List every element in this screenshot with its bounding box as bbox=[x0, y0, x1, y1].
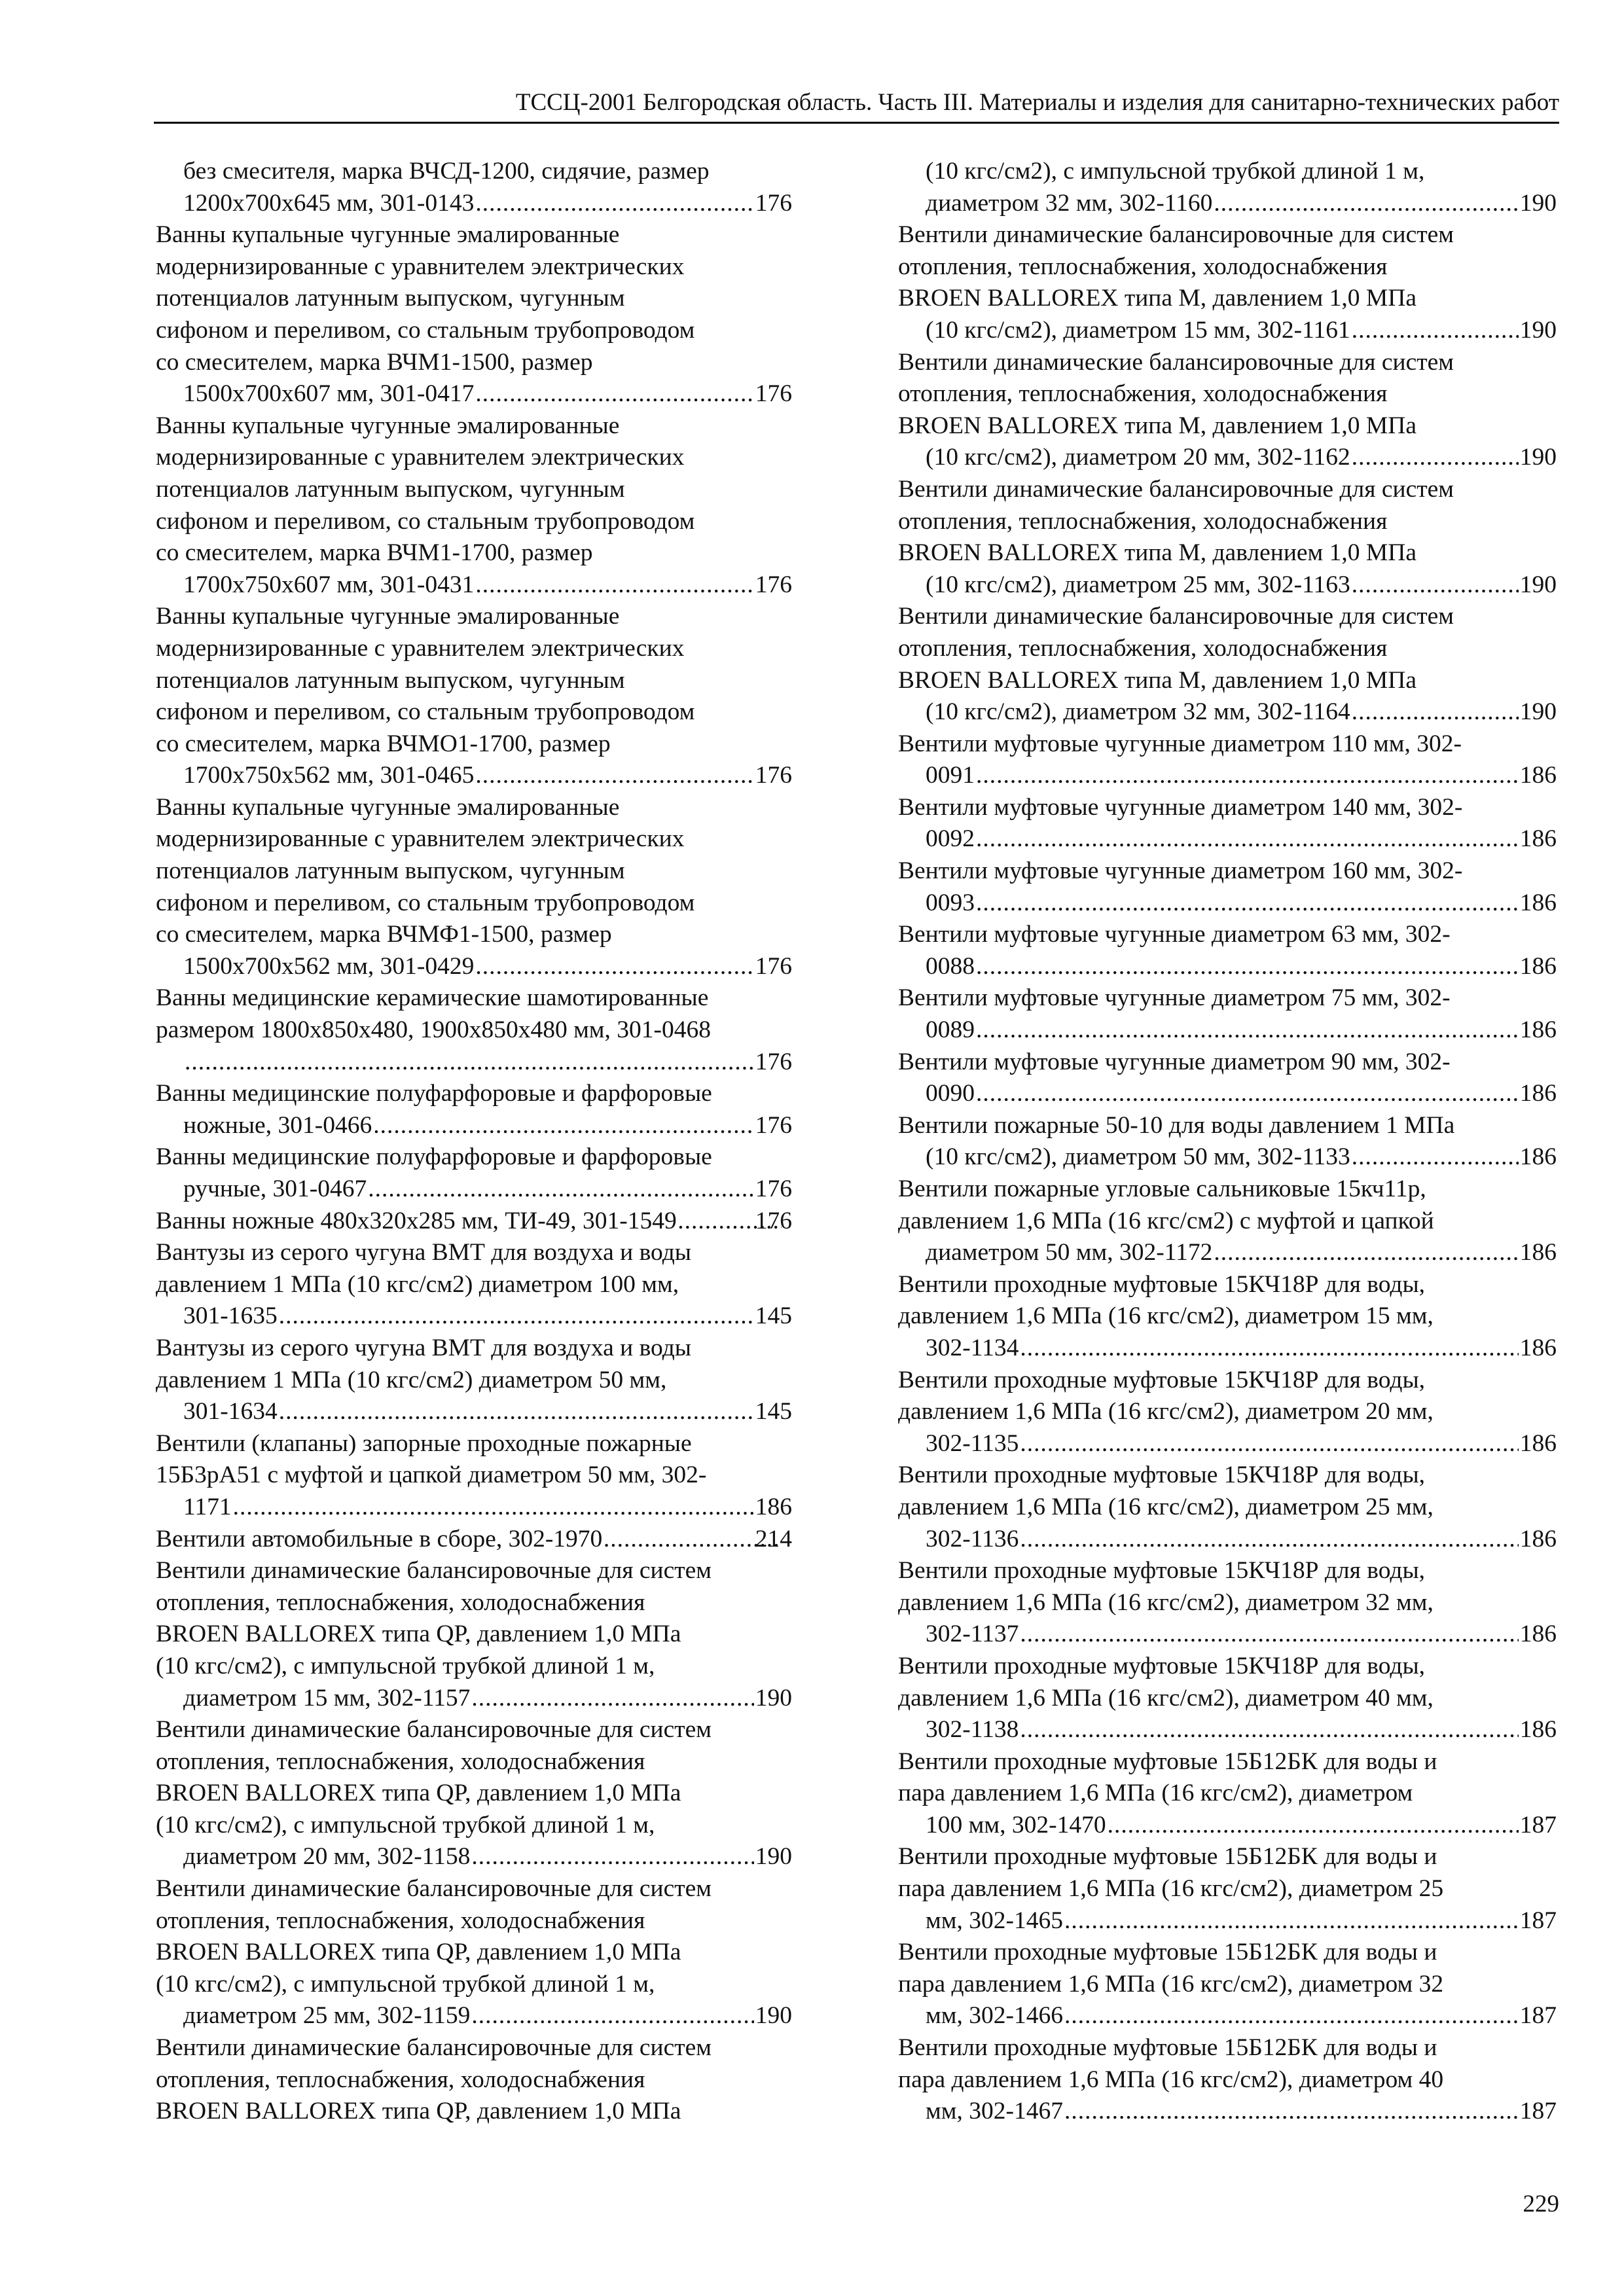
index-entry bbox=[156, 219, 792, 410]
index-entry-page: 186 bbox=[1519, 952, 1557, 980]
index-entry-line: модернизированные с уравнителем электрических bbox=[156, 825, 685, 853]
index-entry-line: отопления, теплоснабжения, холодоснабжения bbox=[898, 507, 1388, 535]
dot-leader bbox=[368, 1174, 753, 1206]
dot-leader bbox=[1214, 1237, 1518, 1269]
index-entry-leader-line bbox=[183, 2000, 792, 2032]
index-entry-line: Вентили проходные муфтовые 15КЧ18Р для воды, bbox=[898, 1462, 1426, 1489]
index-entry-line: Ванны купальные чугунные эмалированные bbox=[156, 221, 620, 249]
index-entry-line: Вентили динамические балансировочные для систем bbox=[156, 2034, 712, 2062]
index-entry-line: Ванны медицинские полуфарфоровые и фарфоровые bbox=[156, 1143, 712, 1171]
index-entry-line: 15Б3рА51 с муфтой и цапкой диаметром 50 мм, 302- bbox=[156, 1462, 707, 1489]
dot-leader bbox=[1352, 1141, 1519, 1174]
index-entry-page: 176 bbox=[755, 1111, 792, 1139]
index-entry-page: 186 bbox=[1519, 1239, 1557, 1266]
dot-leader bbox=[373, 1110, 754, 1142]
dot-leader bbox=[471, 1841, 753, 1873]
index-entry bbox=[156, 1333, 792, 1428]
index-entry-leader-line bbox=[926, 1524, 1557, 1556]
index-entry-line: Вентили динамические балансировочные для систем bbox=[898, 221, 1454, 249]
index-entry-code: диаметром 15 мм, 302-1157 bbox=[183, 1684, 471, 1712]
dot-leader bbox=[279, 1300, 754, 1333]
index-entry-code: 1700х750х607 мм, 301-0431 bbox=[183, 571, 475, 598]
dot-leader bbox=[1108, 1810, 1519, 1842]
index-entry bbox=[898, 1047, 1557, 1110]
index-entry-line: Вентили проходные муфтовые 15Б12БК для воды и bbox=[898, 1843, 1437, 1871]
index-entry-code: 301-1635 bbox=[183, 1302, 278, 1330]
index-entry-leader-line bbox=[926, 1810, 1557, 1842]
index-entry-code: 0091 bbox=[926, 762, 975, 789]
index-entry-line: Вентили муфтовые чугунные диаметром 63 мм, 302- bbox=[898, 921, 1451, 948]
dot-leader bbox=[976, 1078, 1519, 1110]
index-entry-code: 0088 bbox=[926, 952, 975, 980]
index-entry-code: 0093 bbox=[926, 889, 975, 916]
index-entry-leader-line bbox=[183, 1683, 792, 1715]
index-entry-line: давлением 1,6 МПа (16 кгс/см2), диаметром 32 мм, bbox=[898, 1588, 1434, 1616]
index-entry-page: 186 bbox=[1519, 889, 1557, 916]
index-entry-leader-line bbox=[926, 1237, 1557, 1269]
index-entry-code: (10 кгс/см2), диаметром 20 мм, 302-1162 bbox=[926, 444, 1350, 471]
index-entry bbox=[898, 1651, 1557, 1746]
index-entry-page: 187 bbox=[1519, 1811, 1557, 1839]
index-entry bbox=[156, 2032, 792, 2128]
dot-leader bbox=[976, 823, 1519, 855]
index-entry-code: 302-1134 bbox=[926, 1334, 1019, 1361]
index-entry-page: 176 bbox=[755, 1207, 792, 1234]
index-entry bbox=[156, 1555, 792, 1714]
dot-leader bbox=[475, 378, 753, 410]
index-entry-code: 1200х700х645 мм, 301-0143 bbox=[183, 189, 475, 217]
dot-leader bbox=[1214, 188, 1518, 220]
index-entry bbox=[898, 1555, 1557, 1651]
index-entry-leader-line bbox=[926, 569, 1557, 601]
index-entry-line: Вантузы из серого чугуна ВМТ для воздуха и воды bbox=[156, 1334, 691, 1361]
index-entry-line: Вентили пожарные 50-10 для воды давлением 1 МПа bbox=[898, 1111, 1455, 1139]
index-entry-line: давлением 1,6 МПа (16 кгс/см2) с муфтой и цапкой bbox=[898, 1207, 1434, 1234]
index-entry-line: потенциалов латунным выпуском, чугунным bbox=[156, 285, 625, 312]
index-entry bbox=[898, 728, 1557, 792]
index-entry-line: Ванны купальные чугунные эмалированные bbox=[156, 603, 620, 630]
index-entry-leader-line bbox=[183, 760, 792, 792]
index-entry-line: потенциалов латунным выпуском, чугунным bbox=[156, 857, 625, 885]
index-entry-page: 145 bbox=[755, 1302, 792, 1330]
index-entry-code: ручные, 301-0467 bbox=[183, 1175, 367, 1202]
index-entry-line: Вентили проходные муфтовые 15КЧ18Р для воды, bbox=[898, 1557, 1426, 1585]
index-entry-code: 302-1135 bbox=[926, 1429, 1019, 1457]
index-entry-line: отопления, теплоснабжения, холодоснабжения bbox=[156, 1748, 645, 1775]
index-column-right bbox=[898, 156, 1557, 2128]
index-entry-line: BROEN BALLOREX типа М, давлением 1,0 МПа bbox=[898, 539, 1416, 567]
index-entry bbox=[156, 1141, 792, 1205]
index-entry bbox=[898, 601, 1557, 728]
index-entry-code: 1500х700х607 мм, 301-0417 bbox=[183, 380, 475, 408]
dot-leader bbox=[1020, 1619, 1518, 1651]
dot-leader bbox=[475, 569, 753, 601]
index-entry-page: 176 bbox=[755, 952, 792, 980]
index-entry-line: Вентили динамические балансировочные для систем bbox=[156, 1716, 712, 1744]
index-entry-leader-line bbox=[183, 188, 792, 220]
index-entry-line: Ванны медицинские керамические шамотированные bbox=[156, 984, 709, 1012]
index-entry-page: 145 bbox=[755, 1398, 792, 1426]
index-entry-page: 214 bbox=[755, 1525, 792, 1552]
index-column-left bbox=[156, 156, 792, 2128]
index-entry-leader-line bbox=[926, 888, 1557, 920]
index-entry-line: Вентили динамические балансировочные для систем bbox=[898, 348, 1454, 376]
index-entry-line: Вентили (клапаны) запорные проходные пожарные bbox=[156, 1429, 692, 1457]
index-entry-page: 190 bbox=[1519, 444, 1557, 471]
index-entry bbox=[898, 919, 1557, 982]
index-entry-leader-line bbox=[183, 569, 792, 601]
index-entry-code: диаметром 20 мм, 302-1158 bbox=[183, 1843, 471, 1871]
index-entry-page: 186 bbox=[1519, 1716, 1557, 1744]
index-entry-page: 186 bbox=[1519, 762, 1557, 789]
index-entry-code: диаметром 50 мм, 302-1172 bbox=[926, 1239, 1213, 1266]
index-entry-code: 302-1137 bbox=[926, 1621, 1019, 1648]
index-entry-code: 1700х750х562 мм, 301-0465 bbox=[183, 762, 475, 789]
index-entry-code: 0090 bbox=[926, 1080, 975, 1107]
index-entry-line: Вентили муфтовые чугунные диаметром 90 мм, 302- bbox=[898, 1048, 1451, 1075]
index-entry-code: (10 кгс/см2), диаметром 25 мм, 302-1163 bbox=[926, 571, 1350, 598]
index-entry bbox=[156, 410, 792, 601]
index-entry-line: со смесителем, марка ВЧМ1-1500, размер bbox=[156, 348, 593, 376]
index-entry-leader-line bbox=[926, 1428, 1557, 1460]
index-entry-code: диаметром 25 мм, 302-1159 bbox=[183, 2002, 471, 2030]
index-entry-page: 186 bbox=[1519, 1621, 1557, 1648]
index-entry-code: (10 кгс/см2), диаметром 50 мм, 302-1133 bbox=[926, 1143, 1350, 1171]
index-entry-page: 176 bbox=[755, 380, 792, 408]
index-entry-line: Вентили проходные муфтовые 15Б12БК для воды и bbox=[898, 1748, 1437, 1775]
index-entry-line: отопления, теплоснабжения, холодоснабжения bbox=[156, 2066, 645, 2093]
index-entry-code: Вентили автомобильные в сборе, 302-1970 bbox=[156, 1525, 603, 1552]
index-entry-page: 190 bbox=[755, 1684, 792, 1712]
index-entry-line: Вентили пожарные угловые сальниковые 15кч11р, bbox=[898, 1175, 1426, 1202]
index-entry bbox=[156, 601, 792, 792]
index-entry-line: Вентили муфтовые чугунные диаметром 140 мм, 302- bbox=[898, 793, 1463, 821]
index-entry-line: давлением 1 МПа (10 кгс/см2) диаметром 100 мм, bbox=[156, 1270, 679, 1298]
index-entry-leader-line bbox=[183, 1110, 792, 1142]
index-entry-line: отопления, теплоснабжения, холодоснабжения bbox=[156, 1588, 645, 1616]
dot-leader bbox=[1020, 1524, 1518, 1556]
index-entry-line: (10 кгс/см2), с импульсной трубкой длиной 1 м, bbox=[156, 1652, 655, 1679]
index-entry-leader-line bbox=[183, 1300, 792, 1333]
index-entry-line: модернизированные с уравнителем электрических bbox=[156, 634, 685, 662]
index-entry-leader-line bbox=[926, 1905, 1557, 1937]
index-entry-page: 190 bbox=[1519, 571, 1557, 598]
index-entry-code: 1171 bbox=[183, 1493, 232, 1520]
index-entry-line: пара давлением 1,6 МПа (16 кгс/см2), диаметром 32 bbox=[898, 1970, 1444, 1998]
index-entry-code: мм, 302-1465 bbox=[926, 1907, 1063, 1934]
index-entry-page: 176 bbox=[755, 1048, 792, 1075]
running-title: ТССЦ-2001 Белгородская область. Часть III. Материалы и изделия для санитарно-технических работ bbox=[515, 89, 1559, 116]
index-entry-code: ножные, 301-0466 bbox=[183, 1111, 372, 1139]
dot-leader bbox=[1352, 569, 1519, 601]
index-entry-line: Вентили динамические балансировочные для систем bbox=[898, 603, 1454, 630]
index-entry bbox=[898, 347, 1557, 474]
index-entry-leader-line bbox=[926, 2000, 1557, 2032]
dot-leader bbox=[1020, 1428, 1518, 1460]
index-entry-page: 187 bbox=[1519, 2098, 1557, 2125]
index-entry bbox=[898, 1841, 1557, 1937]
index-entry-code: 1500х700х562 мм, 301-0429 bbox=[183, 952, 475, 980]
index-entry-line: Ванны купальные чугунные эмалированные bbox=[156, 793, 620, 821]
index-entry-line: Вентили проходные муфтовые 15Б12БК для воды и bbox=[898, 1939, 1437, 1966]
dot-leader bbox=[976, 1014, 1519, 1047]
index-entry bbox=[156, 156, 792, 219]
index-entry-leader-line bbox=[183, 1492, 792, 1524]
index-entry-page: 190 bbox=[1519, 189, 1557, 217]
index-entry-line: отопления, теплоснабжения, холодоснабжения bbox=[898, 380, 1388, 408]
index-entry bbox=[898, 855, 1557, 919]
index-entry-page: 176 bbox=[755, 571, 792, 598]
index-entry bbox=[898, 1460, 1557, 1555]
index-entry-line: отопления, теплоснабжения, холодоснабжения bbox=[898, 634, 1388, 662]
index-entry-leader-line bbox=[183, 1174, 792, 1206]
index-entry-page: 186 bbox=[1519, 1016, 1557, 1044]
index-entry bbox=[156, 1524, 792, 1556]
index-entry-line: Вентили динамические балансировочные для систем bbox=[156, 1875, 712, 1903]
dot-leader bbox=[1064, 1905, 1519, 1937]
index-entry-page: 190 bbox=[1519, 316, 1557, 344]
dot-leader bbox=[475, 760, 753, 792]
dot-leader bbox=[471, 1683, 753, 1715]
index-entry-leader-line bbox=[926, 315, 1557, 347]
index-entry-line: BROEN BALLOREX типа QP, давлением 1,0 МПа bbox=[156, 2098, 681, 2125]
index-entry bbox=[898, 1110, 1557, 1174]
index-entry-code: 0089 bbox=[926, 1016, 975, 1044]
index-entry-page: 176 bbox=[755, 762, 792, 789]
index-entry-line: пара давлением 1,6 МПа (16 кгс/см2), диаметром bbox=[898, 1780, 1413, 1807]
index-entry-code: (10 кгс/см2), диаметром 32 мм, 302-1164 bbox=[926, 698, 1350, 726]
index-entry-leader-line bbox=[926, 1619, 1557, 1651]
index-entry bbox=[156, 1078, 792, 1141]
index-entry-leader-line bbox=[926, 1333, 1557, 1365]
index-entry-line: отопления, теплоснабжения, холодоснабжения bbox=[156, 1907, 645, 1934]
dot-leader bbox=[1352, 442, 1519, 474]
index-entry-line: Вентили муфтовые чугунные диаметром 160 мм, 302- bbox=[898, 857, 1463, 885]
index-entry-page: 187 bbox=[1519, 2002, 1557, 2030]
index-entry-line: давлением 1,6 МПа (16 кгс/см2), диаметром 40 мм, bbox=[898, 1684, 1434, 1712]
index-entry-line: BROEN BALLOREX типа QP, давлением 1,0 МПа bbox=[156, 1939, 681, 1966]
index-entry bbox=[156, 1873, 792, 2032]
index-entry-leader-line bbox=[926, 951, 1557, 983]
index-entry-line: давлением 1,6 МПа (16 кгс/см2), диаметром 25 мм, bbox=[898, 1493, 1434, 1520]
index-entry-page: 186 bbox=[1519, 1429, 1557, 1457]
index-entry-line: Ванны медицинские полуфарфоровые и фарфоровые bbox=[156, 1080, 712, 1107]
index-entry bbox=[156, 982, 792, 1078]
index-entry-line: сифоном и переливом, со стальным трубопроводом bbox=[156, 507, 695, 535]
page-header bbox=[154, 84, 1559, 124]
index-entry bbox=[156, 1206, 792, 1238]
dot-leader bbox=[1352, 696, 1519, 728]
index-entry bbox=[898, 474, 1557, 601]
index-entry-line: давлением 1,6 МПа (16 кгс/см2), диаметром 20 мм, bbox=[898, 1398, 1434, 1426]
dot-leader bbox=[475, 951, 753, 983]
index-entry-line: (10 кгс/см2), с импульсной трубкой длиной 1 м, bbox=[156, 1970, 655, 1998]
dot-leader bbox=[471, 2000, 753, 2032]
index-entry-line: со смесителем, марка ВЧМО1-1700, размер bbox=[156, 730, 611, 757]
index-entry-line: со смесителем, марка ВЧМФ1-1500, размер bbox=[156, 921, 612, 948]
index-entry-leader-line bbox=[183, 1396, 792, 1428]
index-entry-code: мм, 302-1466 bbox=[926, 2002, 1063, 2030]
dot-leader bbox=[279, 1396, 754, 1428]
index-entry-line: Вентили динамические балансировочные для систем bbox=[898, 475, 1454, 503]
index-entry-code: 0092 bbox=[926, 825, 975, 853]
index-entry-line: BROEN BALLOREX типа QP, давлением 1,0 МПа bbox=[156, 1780, 681, 1807]
dot-leader bbox=[1020, 1714, 1518, 1746]
index-entry bbox=[898, 792, 1557, 855]
dot-leader bbox=[475, 188, 753, 220]
index-entry-line: сифоном и переливом, со стальным трубопроводом bbox=[156, 889, 695, 916]
index-entry-line: потенциалов латунным выпуском, чугунным bbox=[156, 475, 625, 503]
index-entry-line: Ванны купальные чугунные эмалированные bbox=[156, 412, 620, 439]
page-number: 229 bbox=[1523, 2191, 1559, 2217]
index-entry bbox=[156, 1428, 792, 1524]
index-entry-leader-line bbox=[156, 1206, 792, 1238]
index-entry-page: 176 bbox=[755, 189, 792, 217]
index-entry-leader-line bbox=[183, 1047, 792, 1079]
index-entry bbox=[898, 1937, 1557, 2032]
index-entry bbox=[156, 1714, 792, 1873]
index-entry bbox=[156, 792, 792, 983]
index-entry-page: 186 bbox=[1519, 1080, 1557, 1107]
index-entry-leader-line bbox=[926, 188, 1557, 220]
index-entry-line: со смесителем, марка ВЧМ1-1700, размер bbox=[156, 539, 593, 567]
index-entry-leader-line bbox=[926, 1141, 1557, 1174]
index-entry-line: сифоном и переливом, со стальным трубопроводом bbox=[156, 698, 695, 726]
index-entry-page: 186 bbox=[1519, 825, 1557, 853]
index-entry bbox=[898, 1269, 1557, 1365]
index-entry-line: Вантузы из серого чугуна ВМТ для воздуха и воды bbox=[156, 1239, 691, 1266]
index-entry bbox=[898, 2032, 1557, 2128]
index-entry-page: 187 bbox=[1519, 1907, 1557, 1934]
index-entry-page: 186 bbox=[1519, 1143, 1557, 1171]
index-entry bbox=[898, 1365, 1557, 1460]
index-entry-leader-line bbox=[926, 1714, 1557, 1746]
index-entry-leader-line bbox=[926, 2096, 1557, 2128]
index-entry-page: 186 bbox=[1519, 1334, 1557, 1361]
index-entry-leader-line bbox=[926, 1078, 1557, 1110]
index-entry-line: пара давлением 1,6 МПа (16 кгс/см2), диаметром 40 bbox=[898, 2066, 1444, 2093]
dot-leader bbox=[976, 760, 1519, 792]
index-entry-code: Ванны ножные 480х320х285 мм, ТИ-49, 301-1549 bbox=[156, 1207, 677, 1234]
index-entry-line: BROEN BALLOREX типа QP, давлением 1,0 МПа bbox=[156, 1621, 681, 1648]
index-entry-code: (10 кгс/см2), диаметром 15 мм, 302-1161 bbox=[926, 316, 1350, 344]
index-entry-code: мм, 302-1467 bbox=[926, 2098, 1063, 2125]
index-entry-leader-line bbox=[183, 951, 792, 983]
index-entry-line: модернизированные с уравнителем электрических bbox=[156, 253, 685, 280]
index-entry-code: 100 мм, 302-1470 bbox=[926, 1811, 1106, 1839]
index-entry-page: 186 bbox=[1519, 1525, 1557, 1552]
index-entry-page: 176 bbox=[755, 1175, 792, 1202]
index-entry bbox=[898, 219, 1557, 346]
index-entry bbox=[898, 982, 1557, 1046]
index-entry-line: Вентили проходные муфтовые 15КЧ18Р для воды, bbox=[898, 1366, 1426, 1393]
index-entry-line: Вентили муфтовые чугунные диаметром 75 мм, 302- bbox=[898, 984, 1451, 1012]
index-entry-code: диаметром 32 мм, 302-1160 bbox=[926, 189, 1213, 217]
index-entry-page: 190 bbox=[1519, 698, 1557, 726]
dot-leader bbox=[185, 1047, 754, 1079]
index-entry-leader-line bbox=[926, 760, 1557, 792]
index-entry-line: Вентили динамические балансировочные для систем bbox=[156, 1557, 712, 1585]
index-entry-leader-line bbox=[926, 696, 1557, 728]
index-entry-code: 301-1634 bbox=[183, 1398, 278, 1426]
index-entry-code: 302-1138 bbox=[926, 1716, 1019, 1744]
index-entry bbox=[898, 156, 1557, 219]
index-entry-page: 186 bbox=[755, 1493, 792, 1520]
index-entry-code: 302-1136 bbox=[926, 1525, 1019, 1552]
index-entry-line: BROEN BALLOREX типа М, давлением 1,0 МПа bbox=[898, 412, 1416, 439]
index-entry-line: размером 1800х850х480, 1900х850х480 мм, 301-0468 bbox=[156, 1016, 712, 1044]
index-entry bbox=[898, 1174, 1557, 1269]
index-entry-line: Вентили проходные муфтовые 15КЧ18Р для воды, bbox=[898, 1270, 1426, 1298]
index-entry-line: BROEN BALLOREX типа М, давлением 1,0 МПа bbox=[898, 285, 1416, 312]
index-entry-line: BROEN BALLOREX типа М, давлением 1,0 МПа bbox=[898, 666, 1416, 694]
index-entry-line: модернизированные с уравнителем электрических bbox=[156, 444, 685, 471]
dot-leader bbox=[976, 888, 1519, 920]
index-entry bbox=[898, 1746, 1557, 1842]
index-entry-line: давлением 1,6 МПа (16 кгс/см2), диаметром 15 мм, bbox=[898, 1302, 1434, 1330]
index-entry-line: Вентили проходные муфтовые 15КЧ18Р для воды, bbox=[898, 1652, 1426, 1679]
index-entry-leader-line bbox=[183, 378, 792, 410]
index-entry-line: без смесителя, марка ВЧСД-1200, сидячие, размер bbox=[183, 158, 710, 185]
dot-leader bbox=[1064, 2000, 1519, 2032]
dot-leader bbox=[976, 951, 1519, 983]
index-entry bbox=[156, 1237, 792, 1333]
index-entry-line: отопления, теплоснабжения, холодоснабжения bbox=[898, 253, 1388, 280]
index-entry-line: потенциалов латунным выпуском, чугунным bbox=[156, 666, 625, 694]
index-entry-line: (10 кгс/см2), с импульсной трубкой длиной 1 м, bbox=[156, 1811, 655, 1839]
dot-leader bbox=[1352, 315, 1519, 347]
index-entry-line: (10 кгс/см2), с импульсной трубкой длиной 1 м, bbox=[926, 158, 1425, 185]
index-entry-leader-line bbox=[183, 1841, 792, 1873]
dot-leader bbox=[1020, 1333, 1518, 1365]
index-entry-line: сифоном и переливом, со стальным трубопроводом bbox=[156, 316, 695, 344]
index-entry-page: 190 bbox=[755, 1843, 792, 1871]
dot-leader bbox=[233, 1492, 754, 1524]
index-entry-line: Вентили муфтовые чугунные диаметром 110 мм, 302- bbox=[898, 730, 1462, 757]
index-entry-line: пара давлением 1,6 МПа (16 кгс/см2), диаметром 25 bbox=[898, 1875, 1444, 1903]
index-entry-page: 190 bbox=[755, 2002, 792, 2030]
index-entry-leader-line bbox=[926, 1014, 1557, 1047]
index-entry-line: Вентили проходные муфтовые 15Б12БК для воды и bbox=[898, 2034, 1437, 2062]
dot-leader bbox=[1064, 2096, 1519, 2128]
index-entry-leader-line bbox=[926, 442, 1557, 474]
index-entry-leader-line bbox=[156, 1524, 792, 1556]
index-entry-leader-line bbox=[926, 823, 1557, 855]
index-entry-line: давлением 1 МПа (10 кгс/см2) диаметром 50 мм, bbox=[156, 1366, 667, 1393]
